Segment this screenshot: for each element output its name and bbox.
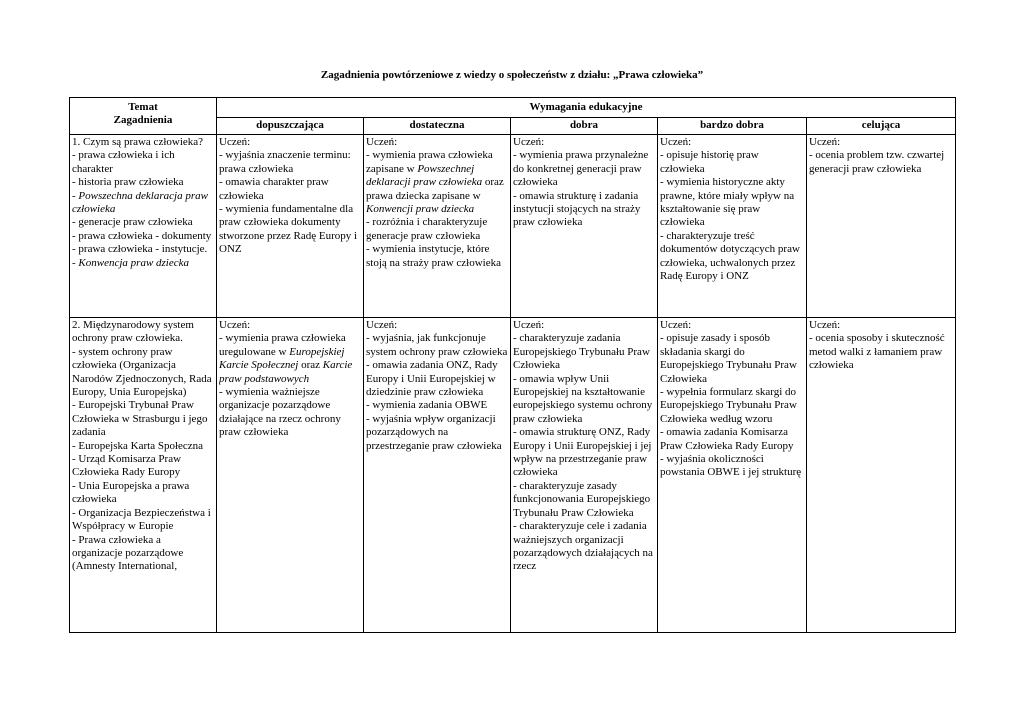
requirement-line	[513, 149, 655, 189]
requirement-line	[809, 149, 953, 176]
requirement-line	[366, 359, 508, 399]
header-requirements: Wymagania edukacyjne	[217, 98, 956, 118]
requirement-line	[219, 319, 361, 332]
text-segment: - wyjaśnia wpływ organizacji pozarządowych na przestrzeganie praw człowieka	[366, 412, 502, 452]
requirement-line	[809, 332, 953, 372]
header-level-dostateczna: dostateczna	[364, 118, 511, 135]
text-segment: - wymienia historyczne akty prawne, które miały wpływ na kształtowanie się praw człowieka	[660, 176, 795, 229]
requirement-line	[219, 203, 361, 257]
text-segment: - wyjaśnia, jak funkcjonuje system ochrony praw człowieka	[366, 332, 508, 358]
text-segment: - rozróżnia i charakteryzuje generacje praw człowieka	[366, 216, 488, 242]
text-segment: Europejskiej Karcie Społecznej	[219, 345, 345, 372]
text-segment: - omawia zadania ONZ, Rady Europy i Unii Europejskiej w dziedzinie praw człowieka	[366, 359, 498, 399]
topic-line: - prawa człowieka - dokumenty	[72, 229, 212, 242]
dobra-cell	[511, 318, 658, 633]
text-segment: - omawia wpływ Unii Europejskiej na kształtowanie europejskiego systemu ochrony praw człowieka	[513, 372, 653, 425]
requirement-line	[809, 136, 953, 149]
text-segment: Konwencji praw dziecka	[366, 203, 475, 216]
text-segment: Uczeń:	[219, 136, 251, 148]
text-segment: oraz prawa dziecka zapisane w	[366, 176, 504, 202]
text-segment: Uczeń:	[513, 319, 545, 331]
requirement-line	[366, 319, 508, 332]
topic-line: - Unia Europejska a prawa człowieka	[72, 479, 190, 506]
requirement-line	[219, 386, 361, 440]
text-segment: Uczeń:	[660, 319, 692, 331]
requirement-line	[366, 399, 508, 412]
text-segment: Uczeń:	[809, 319, 841, 331]
requirement-line	[513, 426, 655, 480]
requirement-line	[660, 426, 804, 453]
table-row	[70, 318, 956, 633]
topic-line: - Organizacja Bezpieczeństwa i Współpracy w Europie	[72, 506, 211, 533]
requirement-line	[513, 332, 655, 372]
requirement-line	[219, 149, 361, 176]
requirement-line	[513, 480, 655, 520]
text-segment: - omawia charakter praw człowieka	[219, 176, 329, 202]
text-segment: - ocenia problem tzw. czwartej generacji praw człowieka	[809, 149, 945, 175]
text-segment: - wymienia prawa przynależne do konkretnej generacji praw człowieka	[513, 149, 649, 189]
celujaca-cell	[807, 135, 956, 318]
requirement-line	[660, 230, 804, 284]
topic-line: - Europejska Karta Społeczna	[72, 439, 204, 452]
topic-line: - Urząd Komisarza Praw Człowieka Rady Europy	[72, 453, 182, 479]
text-segment: Karcie praw podstawowych	[219, 359, 353, 385]
header-level-dobra: dobra	[511, 118, 658, 135]
requirement-line	[219, 136, 361, 149]
topic-line: - Prawa człowieka a organizacje pozarządowe (Amnesty International,	[72, 533, 184, 573]
dobra-cell	[511, 135, 658, 318]
header-topic	[70, 98, 217, 135]
dopuszczajaca-cell	[217, 135, 364, 318]
text-segment: Uczeń:	[366, 136, 398, 148]
celujaca-cell	[807, 318, 956, 633]
header-level-celujaca: celująca	[807, 118, 956, 135]
requirement-line	[513, 319, 655, 332]
requirement-line	[219, 332, 361, 386]
text-segment: - ocenia sposoby i skuteczność metod walki z łamaniem praw człowieka	[809, 332, 945, 372]
requirement-line	[513, 373, 655, 427]
requirement-line	[366, 216, 508, 243]
topic-line: - historia praw człowieka	[72, 176, 184, 189]
requirement-line	[513, 136, 655, 149]
requirements-table	[69, 97, 956, 633]
requirement-line	[660, 386, 804, 426]
topic-line: - prawa człowieka i ich charakter	[72, 149, 175, 175]
topic-line: - Konwencja praw dziecka	[72, 256, 190, 269]
text-segment: - omawia strukturę i zadania instytucji stojących na straży praw człowieka	[513, 189, 641, 229]
text-segment: - charakteryzuje cele i zadania ważniejszych organizacji pozarządowych działających na rzecz	[513, 520, 653, 573]
header-level-bardzo-dobra: bardzo dobra	[658, 118, 807, 135]
topic-line: - Europejski Trybunał Praw Człowieka w Strasburgu i jego zadania	[72, 399, 208, 439]
text-segment: - wymienia prawa człowieka zapisane w	[366, 149, 493, 175]
text-segment: - wyjaśnia znaczenie terminu: prawa człowieka	[219, 149, 351, 175]
topic-line: - generacje praw człowieka	[72, 216, 193, 229]
text-segment: - wymienia fundamentalne dla praw człowieka dokumenty stworzone przez Radę Europy i ONZ	[219, 203, 358, 256]
requirement-line	[513, 190, 655, 230]
text-segment: Uczeń:	[660, 136, 692, 148]
requirement-line	[366, 243, 508, 270]
header-level-dopuszczajaca: dopuszczająca	[217, 118, 364, 135]
text-segment: Uczeń:	[219, 319, 251, 331]
requirement-line	[366, 149, 508, 216]
requirement-line	[660, 332, 804, 386]
text-segment: - wymienia instytucje, które stoją na straży praw człowieka	[366, 243, 501, 269]
header-temat: Temat	[128, 101, 158, 113]
bardzo-dobra-cell	[658, 135, 807, 318]
requirement-line	[660, 176, 804, 230]
text-segment: - wymienia zadania OBWE	[366, 399, 488, 412]
document-title: Zagadnienia powtórzeniowe z wiedzy o społeczeństw z działu: „Prawa człowieka”	[320, 69, 704, 81]
topic-cell	[70, 318, 217, 633]
text-segment: - wyjaśnia okoliczności powstania OBWE i jej strukturę	[660, 453, 802, 479]
topic-cell	[70, 135, 217, 318]
dostateczna-cell	[364, 318, 511, 633]
requirement-line	[219, 176, 361, 203]
text-segment: - omawia zadania Komisarza Praw Człowieka Rady Europy	[660, 426, 794, 452]
text-segment: - charakteryzuje zadania Europejskiego Trybunału Praw Człowieka	[513, 332, 650, 372]
bardzo-dobra-cell	[658, 318, 807, 633]
text-segment: Powszechnej deklaracji praw człowieka	[366, 162, 483, 189]
requirement-line	[660, 149, 804, 176]
text-segment: - charakteryzuje zasady funkcjonowania Europejskiego Trybunału Praw Człowieka	[513, 479, 651, 519]
dostateczna-cell	[364, 135, 511, 318]
topic-line: 2. Międzynarodowy system ochrony praw człowieka.	[72, 319, 194, 345]
topic-line: - prawa człowieka - instytucje.	[72, 243, 208, 256]
requirement-line	[660, 319, 804, 332]
text-segment: Uczeń:	[366, 319, 398, 331]
text-segment: Uczeń:	[513, 136, 545, 148]
topic-line: 1. Czym są prawa człowieka?	[72, 136, 204, 148]
topic-line: - system ochrony praw człowieka (Organizacja Narodów Zjednoczonych, Rada Europy, Unia Europejska)	[72, 345, 212, 399]
requirement-line	[809, 319, 953, 332]
requirement-line	[660, 136, 804, 149]
text-segment: - opisuje historię praw człowieka	[660, 149, 759, 175]
requirement-line	[660, 453, 804, 480]
requirement-line	[366, 413, 508, 453]
requirement-line	[366, 136, 508, 149]
text-segment: - wymienia prawa człowieka uregulowane w	[219, 332, 346, 358]
text-segment: - opisuje zasady i sposób składania skargi do Europejskiego Trybunału Praw Człowieka	[660, 332, 797, 385]
table-row	[70, 135, 956, 318]
header-zagadnienia: Zagadnienia	[113, 114, 173, 127]
text-segment: - charakteryzuje treść dokumentów dotyczących praw człowieka, uchwalonych przez Radę Europy i ONZ	[660, 229, 800, 283]
topic-line: - Powszechna deklaracja praw człowieka	[72, 189, 208, 216]
requirement-line	[366, 332, 508, 359]
text-segment: oraz	[298, 359, 323, 372]
dopuszczajaca-cell	[217, 318, 364, 633]
text-segment: - omawia strukturę ONZ, Rady Europy i Unii Europejskiej i jej wpływ na przestrzeganie praw człowieka	[513, 426, 652, 479]
text-segment: Uczeń:	[809, 136, 841, 148]
text-segment: - wymienia ważniejsze organizacje pozarządowe działające na rzecz ochrony praw człowieka	[219, 386, 341, 439]
text-segment: - wypełnia formularz skargi do Europejskiego Trybunału Praw Człowieka według wzoru	[660, 386, 797, 425]
requirement-line	[513, 520, 655, 574]
